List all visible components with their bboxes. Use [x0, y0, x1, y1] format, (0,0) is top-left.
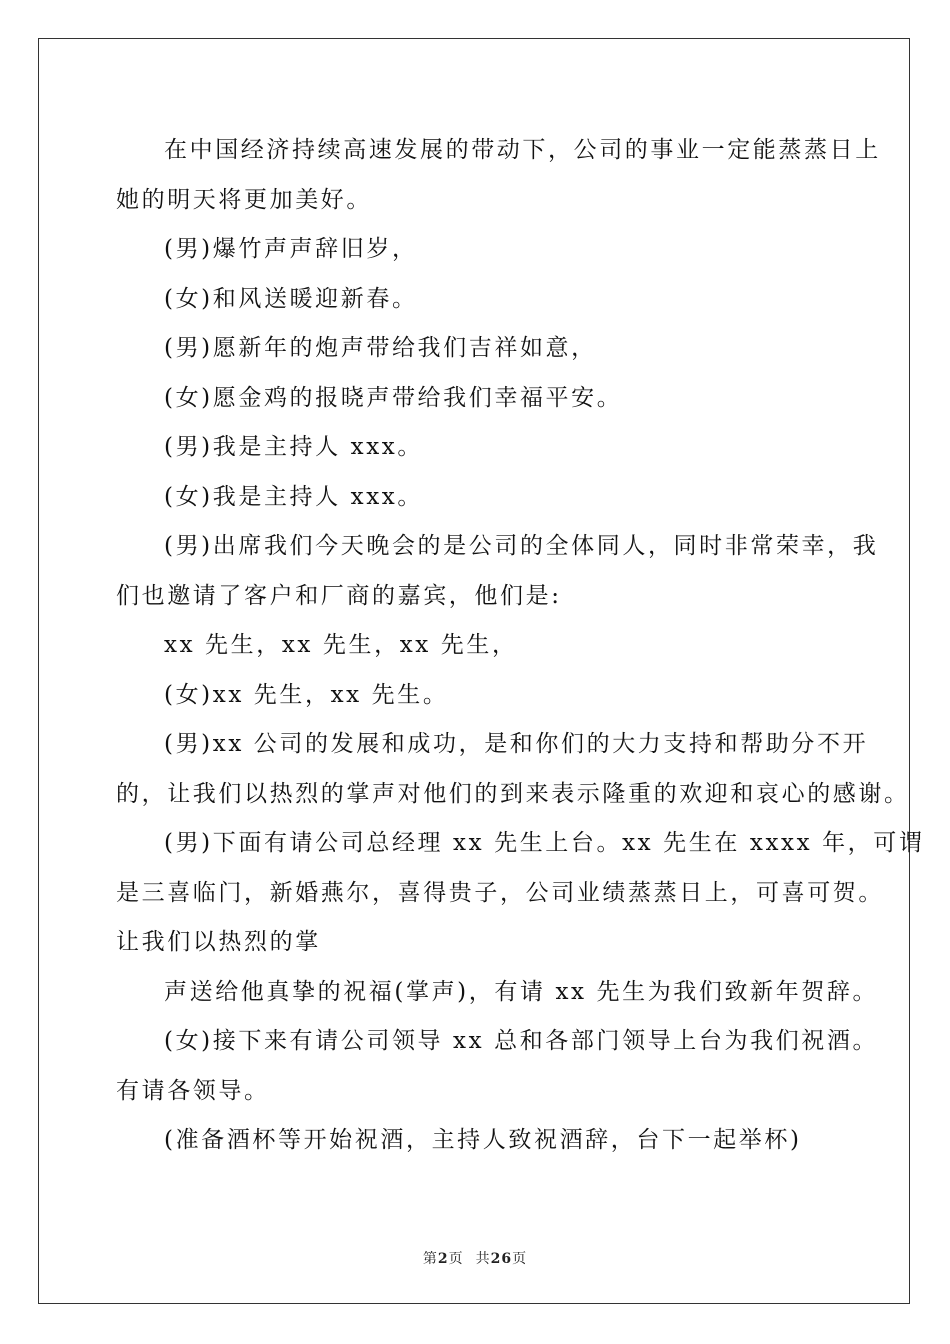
text-line: 有请各领导。 [116, 1077, 270, 1104]
text-line: 在中国经济持续高速发展的带动下，公司的事业一定能蒸蒸日上 [164, 137, 881, 163]
text-line: (男)爆竹声声辞旧岁， [164, 236, 418, 262]
text-line: (男)愿新年的炮声带给我们吉祥如意， [164, 335, 597, 361]
text-line: (男)xx 公司的发展和成功，是和你们的大力支持和帮助分不开 [164, 731, 869, 757]
total-label-prefix: 共 [475, 1251, 491, 1267]
text-line: xx 先生，xx 先生，xx 先生， [164, 632, 518, 658]
page-label-suffix: 页 [448, 1251, 464, 1267]
page-label-prefix: 第 [422, 1251, 438, 1267]
text-line: 们也邀请了客户和厂商的嘉宾，他们是: [116, 582, 562, 609]
text-line: (女)愿金鸡的报晓声带给我们幸福平安。 [164, 384, 623, 411]
text-line: 声送给他真挚的祝福(掌声)，有请 xx 先生为我们致新年贺辞。 [164, 978, 879, 1005]
text-line: 是三喜临门，新婚燕尔，喜得贵子，公司业绩蒸蒸日上，可喜可贺。 [116, 879, 884, 906]
text-line: (男)出席我们今天晚会的是公司的全体同人，同时非常荣幸，我 [164, 533, 879, 559]
text-line: (男)下面有请公司总经理 xx 先生上台。xx 先生在 xxxx 年，可谓 [164, 830, 925, 856]
text-line: (女)接下来有请公司领导 xx 总和各部门领导上台为我们祝酒。 [164, 1028, 879, 1054]
text-line: 让我们以热烈的掌 [116, 929, 321, 955]
total-label-suffix: 页 [512, 1251, 528, 1267]
page-number: 2 [437, 1251, 449, 1267]
text-line: 的，让我们以热烈的掌声对他们的到来表示隆重的欢迎和哀心的感谢。 [116, 780, 910, 807]
document-body [116, 126, 925, 1166]
text-line: (准备酒杯等开始祝酒，主持人致祝酒辞，台下一起举杯) [164, 1127, 802, 1153]
text-line: 她的明天将更加美好。 [116, 186, 372, 213]
text-line: (男)我是主持人 xxx。 [164, 434, 423, 460]
text-line: (女)我是主持人 xxx。 [164, 483, 423, 510]
text-line: (女)xx 先生，xx 先生。 [164, 681, 449, 708]
text-line: (女)和风送暖迎新春。 [164, 285, 418, 312]
page-footer [0, 1248, 950, 1268]
total-pages: 26 [490, 1251, 513, 1267]
